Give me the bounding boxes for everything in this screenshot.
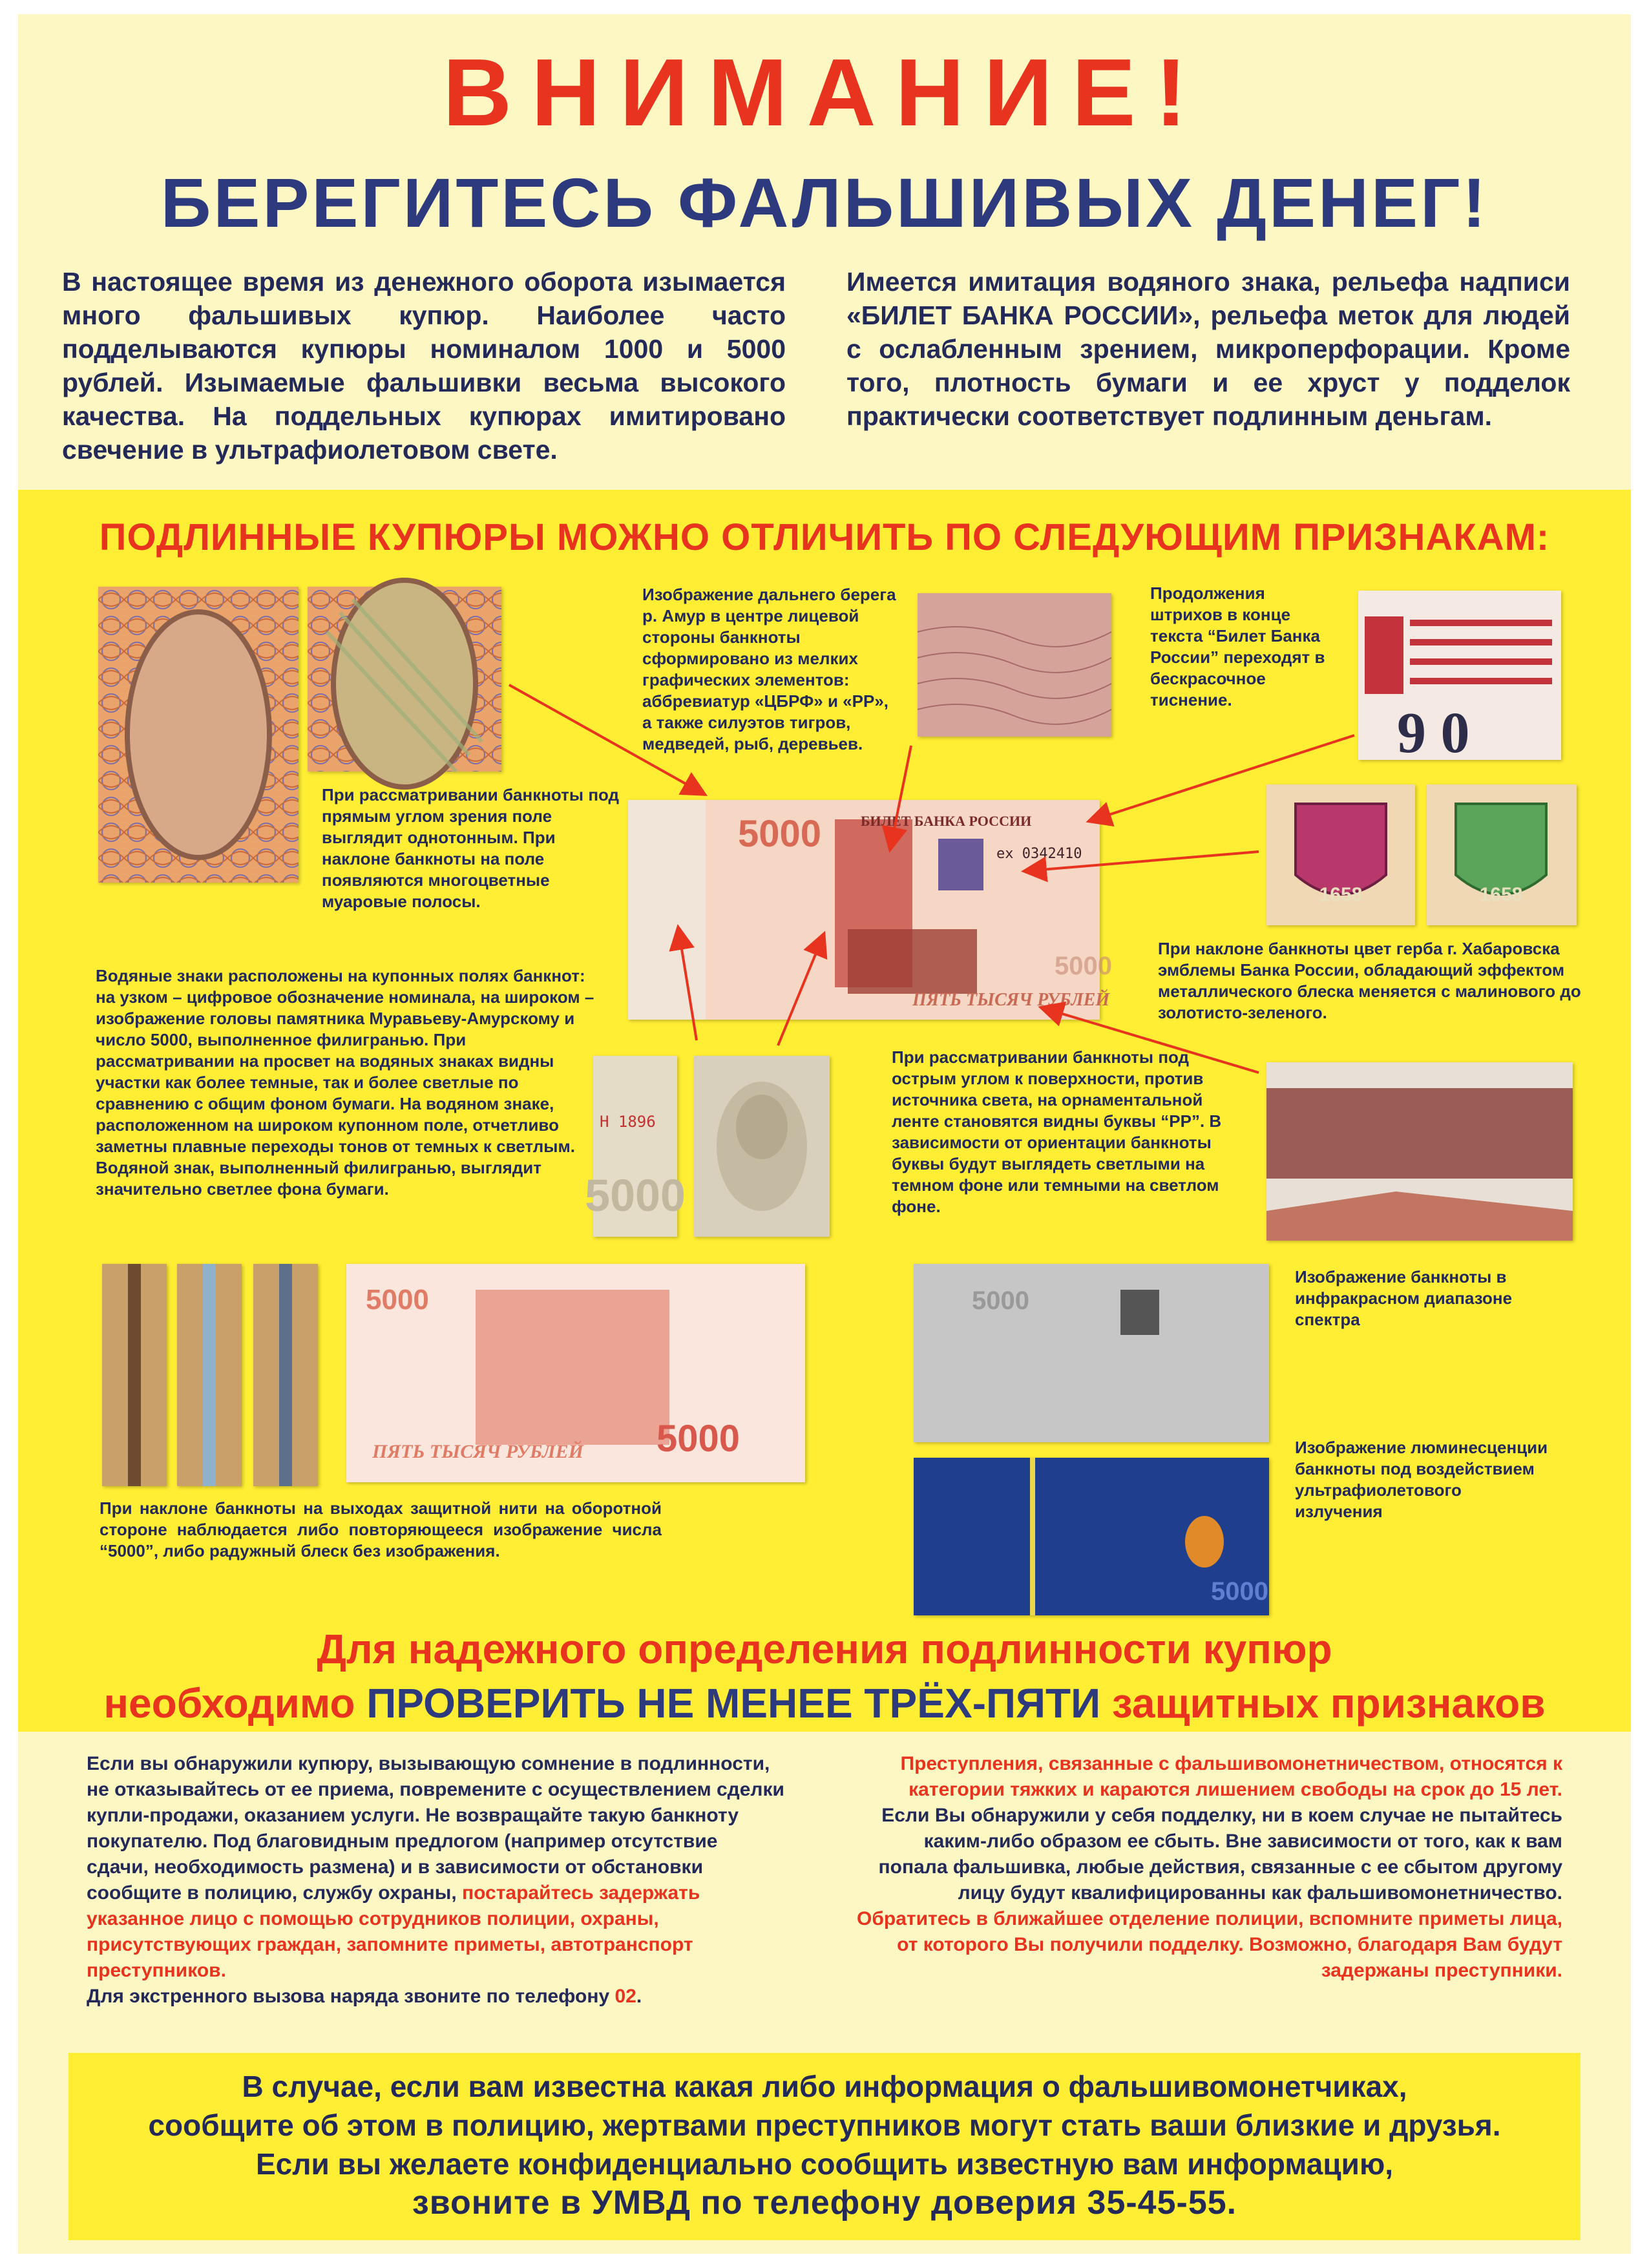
intro-right-text: Имеется имитация водяного знака, рельефа надписи «БИЛЕТ БАНКА РОССИИ», рельефа меток для людей с ослабленным зрением, микроперфорации. Кроме того, плотность бумаги и ее хруст у подделок практически соответствует подлинным деньгам. [846,267,1570,431]
advice-phone: 02 [614,1986,636,2007]
thread-photo-2 [177,1264,242,1486]
advice-left-red: постарайтесь задержать указанное лицо с помощью сотрудников полиции, охраны, присутствующих граждан, запомните приметы, автотранспорт преступников. [87,1882,700,1981]
page-subtitle: БЕРЕГИТЕСЬ ФАЛЬШИВЫХ ДЕНЕГ! [160,163,1489,242]
closing-line-1: Для надежного определения подлинности купюр [317,1626,1332,1672]
ir-denomination: 5000 [972,1286,1029,1315]
advice-left-end: . [636,1986,642,2007]
advice-left-text-1: Если вы обнаружили купюру, вызывающую сомнение в подлинности, не отказывайтесь от ее приема, повремените с осуществлением сделки купли-продажи, оказанием услуги. Не возвращайте такую банкноту покупателю. Под благовидным предлогом (например отсутствие сдачи, необходимость размена) и в зависимости от обстановки сообщите в полицию, службу охраны, [87,1753,784,1904]
closing-prefix: необходимо [103,1680,367,1727]
advice-left [87,1751,784,2010]
closing-suffix: защитных признаков [1100,1680,1546,1727]
page-title: ВНИМАНИЕ! [443,39,1206,146]
watermark-narrow-photo [585,1056,686,1237]
watermark-portrait-photo [694,1056,830,1237]
back-denomination-large: 5000 [656,1418,740,1460]
infrared-caption: Изображение банкноты в инфракрасном диапазоне спектра [1295,1267,1513,1329]
emblem-green-photo [1427,784,1577,925]
emblem-caption: При наклоне банкноты цвет герба г. Хабаровска эмблемы Банка России, обладающий эффектом металлического блеска меняется с малинового до золотисто-зеленого. [1158,939,1581,1022]
banknote-5000-front [628,800,1112,1020]
kipp-caption: При рассматривании банкноты под острым углом к поверхности, против источника света, на орнаментальной ленте становятся видны буквы “РР”. В зависимости от ориентации банкноты буквы будут выглядеть светлыми на темном фоне или темными на светлом фоне. [892,1047,1222,1216]
banknote-bank-text: БИЛЕТ БАНКА РОССИИ [861,813,1032,829]
ultraviolet-photo [914,1458,1269,1615]
banknote-denomination-small: 5000 [1055,952,1112,980]
watermark-serial: Н 1896 [600,1113,656,1131]
banner-line-3: Если вы желаете конфиденциально сообщить известную вам информацию, [255,2147,1394,2181]
advice-left-text-2: Для экстренного вызова наряда звоните по телефону [87,1986,615,2007]
advice-right-text: Если Вы обнаружили у себя подделку, ни в коем случае не пытайтесь каким-либо образом ее сбыть. Вне зависимости от того, как к вам попала фальшивка, любые действия, связанные с ее сбытом другому лицу будут квалифицированны как фальшивомонетничество. [878,1805,1562,1904]
relief-detail-photo [1358,591,1561,765]
amur-detail-photo [918,593,1111,737]
thread-photo-3 [253,1264,318,1486]
features-area [18,490,1631,1732]
advice-right-red-2: Обратитесь в ближайшее отделение полиции, вспомните приметы лица, от которого Вы получили подделку. Возможно, благодаря Вам будут задержаны преступники. [857,1908,1562,1981]
infrared-photo [914,1264,1269,1442]
amur-caption: Изображение дальнего берега р. Амур в центре лицевой стороны банкноты сформировано из мелких графических элементов: аббревиатур «ЦБРФ» и «РР», а также силуэтов тигров, медведей, рыб, деревьев. [642,585,896,753]
moire-photo-plain [98,587,299,883]
moire-photo-tilted [308,587,501,772]
emblem-year-text-green: 1658 [1479,884,1523,905]
advice-right-red-1: Преступления, связанные с фальшивомонетничеством, относятся к категории тяжких и караются лишением свободы на срок до 15 лет. [900,1753,1562,1800]
bottom-banner [68,2053,1581,2240]
emblem-year-text: 1658 [1319,884,1363,905]
ultraviolet-caption: Изображение люминесценции банкноты под воздействием ультрафиолетового излучения [1295,1438,1548,1521]
banner-line-1: В случае, если вам известна какая либо информация о фальшивомонетчиках, [242,2070,1407,2103]
banknote-serial: ех 0342410 [996,846,1082,862]
intro-left-text: В настоящее время из денежного оборота изымается много фальшивых купюр. Наиболее часто подделываются купюры номиналом 1000 и 5000 рублей. Изымаемые фальшивки весьма высокого качества. На поддельных купюрах имитировано свечение в ультрафиолетовом свете. [62,267,786,465]
back-denomination: 5000 [366,1284,429,1316]
advice-right [852,1751,1562,1984]
banner-line-2: сообщите об этом в полицию, жертвами преступников могут стать ваши близкие и друзья. [148,2108,1501,2142]
banner-phone-line: звоните в УМВД по телефону доверия 35-45-55. [412,2184,1237,2221]
back-words: ПЯТЬ ТЫСЯЧ РУБЛЕЙ [372,1441,583,1462]
svg-text:9 0: 9 0 [1397,701,1470,765]
watermark-number: 5000 [585,1170,686,1221]
kipp-effect-photo [1266,1062,1573,1241]
banknote-denomination: 5000 [738,813,822,855]
relief-caption: Продолжения штрихов в конце текста “Билет Банка России” переходят в бескрасочное тиснение. [1150,583,1325,709]
emblem-crimson-photo [1266,784,1415,925]
closing-line-2 [18,1676,1631,1730]
thread-photo-1 [102,1264,167,1486]
poster [18,14,1631,2254]
thread-caption: При наклоне банкноты на выходах защитной нити на оборотной стороне наблюдается либо повторяющееся изображение числа “5000”, либо радужный блеск без изображения. [100,1498,662,1560]
banknote-words: ПЯТЬ ТЫСЯЧ РУБЛЕЙ [912,990,1110,1010]
closing-emphasis: ПРОВЕРИТЬ НЕ МЕНЕЕ ТРЁХ-ПЯТИ [366,1680,1101,1727]
features-heading: ПОДЛИННЫЕ КУПЮРЫ МОЖНО ОТЛИЧИТЬ ПО СЛЕДУЮЩИМ ПРИЗНАКАМ: [99,516,1550,558]
watermark-caption: Водяные знаки расположены на купонных полях банкнот: на узком – цифровое обозначение номинала, на широком – изображение головы памятника Муравьеву-Амурскому и число 5000, выполненное филигранью. При рассматривании на просвет на водяных знаках видны участки как более темные, так и более светлые по сравнению с общим фоном бумаги. На водяном знаке, расположенном на широком купонном поле, отчетливо заметны плавные переходы тонов от темных к светлым. Водяной знак, выполненный филигранью, выглядит значительно светлее фона бумаги. [96,966,594,1199]
banknote-5000-back [346,1264,805,1482]
uv-denomination: 5000 [1211,1577,1268,1606]
moire-caption: При рассматривании банкноты под прямым углом зрения поле выглядит однотонным. При наклоне банкноты на поле появляются многоцветные муаровые полосы. [322,785,620,911]
closing-statement [18,1622,1631,1730]
